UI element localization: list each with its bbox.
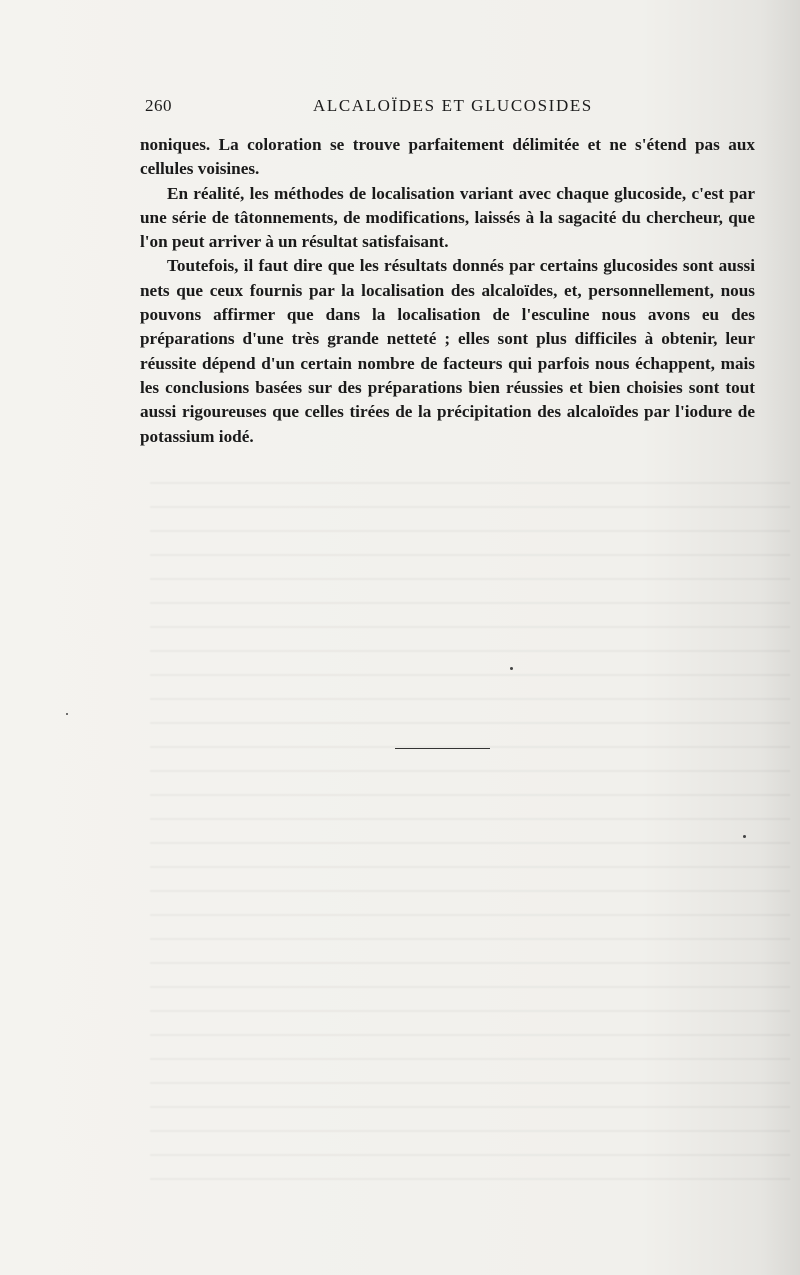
section-separator [395, 748, 490, 749]
ink-speck [743, 835, 746, 838]
ink-speck [66, 713, 68, 715]
paragraph-results: Toutefois, il faut dire que les résultats donnés par certains glucosides sont aussi nets que ceux fournis par la localisation des alcaloïdes, et, personnellement, nous pouvons affirmer que dans la localisation de l'esculine nous avons eu des préparations d'une très grande netteté ; elles sont plus difficiles à obtenir, leur réussite dépend d'un certain nombre de facteurs qui parfois nous échappent, mais les conclusions basées sur des préparations bien réussies et bien choisies sont tout aussi rigoureuses que celles tirées de la précipitation des alcaloïdes par l'iodure de potassium iodé. [140, 256, 755, 446]
running-title: ALCALOÏDES ET GLUCOSIDES [313, 96, 593, 115]
page-number: 260 [145, 96, 172, 115]
ink-speck [510, 667, 513, 670]
paragraph-continuation: noniques. La coloration se trouve parfaitement délimitée et ne s'étend pas aux cellules voisines. [140, 135, 755, 179]
page-header [145, 96, 755, 120]
show-through-bleed [150, 460, 790, 1180]
body-text [140, 133, 755, 449]
paragraph-methods: En réalité, les méthodes de localisation variant avec chaque glucoside, c'est par une série de tâtonnements, de modifications, laissés à la sagacité du chercheur, que l'on peut arriver à un résultat satisfaisant. [140, 183, 755, 252]
